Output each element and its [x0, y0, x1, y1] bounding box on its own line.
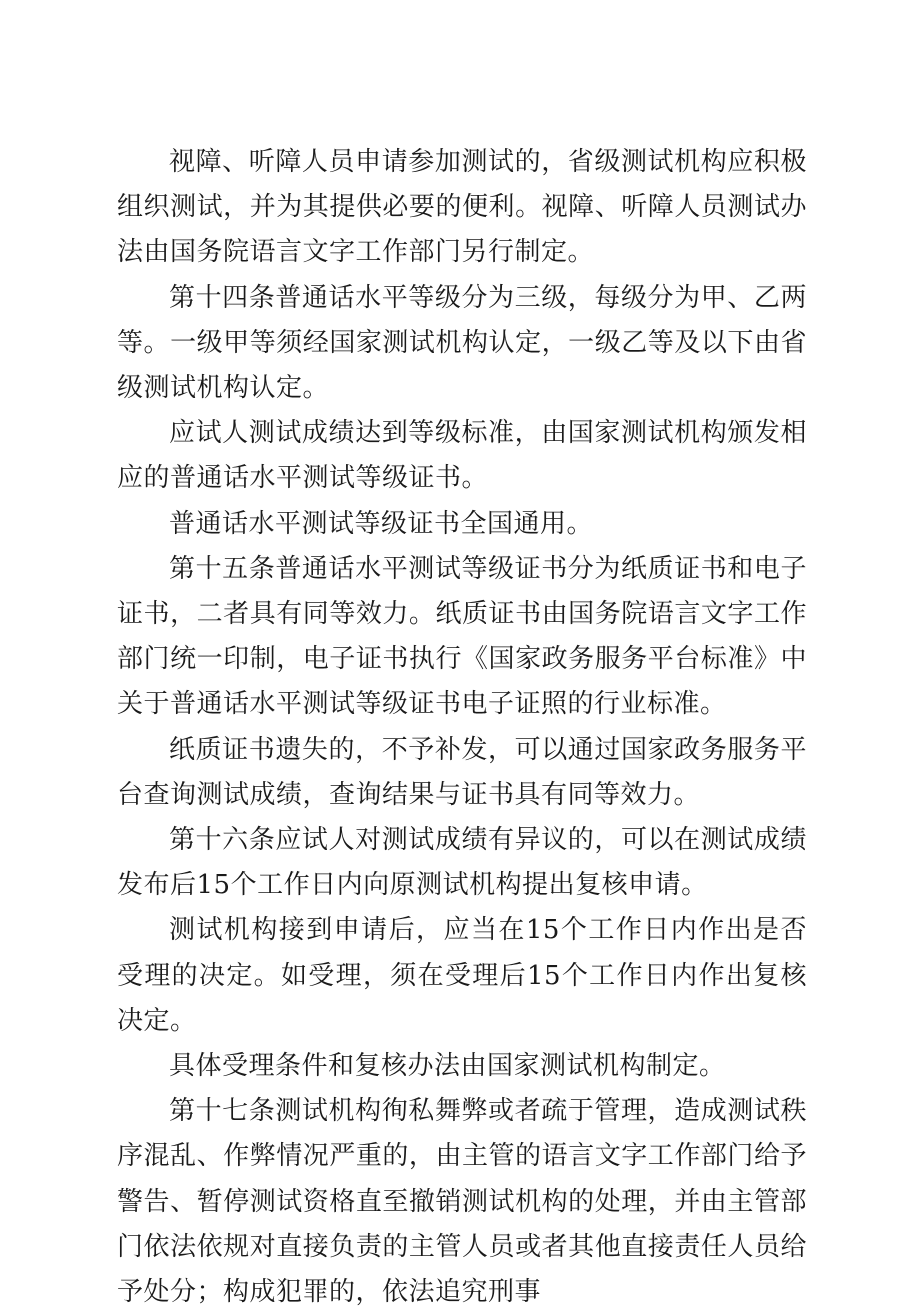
paragraph-review-rules: 具体受理条件和复核办法由国家测试机构制定。	[169, 1051, 726, 1082]
paragraph-review-acceptance: 测试机构接到申请后，应当在15个工作日内作出是否受理的决定。如受理，须在受理后15个工作日内作出复核决定。	[117, 915, 807, 1036]
paragraph-article-17: 第十七条测试机构徇私舞弊或者疏于管理，造成测试秩序混乱、作弊情况严重的，由主管的语言文字工作部门给予警告、暂停测试资格直至撤销测试机构的处理，并由主管部门依法依规对直接负责的主管人员或者其他直接责任人员给予处分；构成犯罪的，依法追究刑事	[117, 1096, 807, 1308]
paragraph-article-15: 第十五条普通话水平测试等级证书分为纸质证书和电子证书，二者具有同等效力。纸质证书由国务院语言文字工作部门统一印制，电子证书执行《国家政务服务平台标准》中关于普通话水平测试等级证书电子证照的行业标准。	[117, 553, 807, 720]
paragraph-visually-hearing-impaired: 视障、听障人员申请参加测试的，省级测试机构应积极组织测试，并为其提供必要的便利。视障、听障人员测试办法由国务院语言文字工作部门另行制定。	[117, 147, 807, 268]
paragraph-certificate-issuance: 应试人测试成绩达到等级标准，由国家测试机构颁发相应的普通话水平测试等级证书。	[117, 418, 807, 494]
paragraph-certificate-national-validity: 普通话水平测试等级证书全国通用。	[169, 508, 594, 539]
paragraph-article-14: 第十四条普通话水平等级分为三级，每级分为甲、乙两等。一级甲等须经国家测试机构认定，一级乙等及以下由省级测试机构认定。	[117, 282, 807, 404]
paragraph-article-16: 第十六条应试人对测试成绩有异议的，可以在测试成绩发布后15个工作日内向原测试机构提出复核申请。	[117, 825, 807, 901]
document-body	[117, 140, 807, 1315]
paragraph-lost-certificate: 纸质证书遗失的，不予补发，可以通过国家政务服务平台查询测试成绩，查询结果与证书具有同等效力。	[117, 734, 807, 810]
